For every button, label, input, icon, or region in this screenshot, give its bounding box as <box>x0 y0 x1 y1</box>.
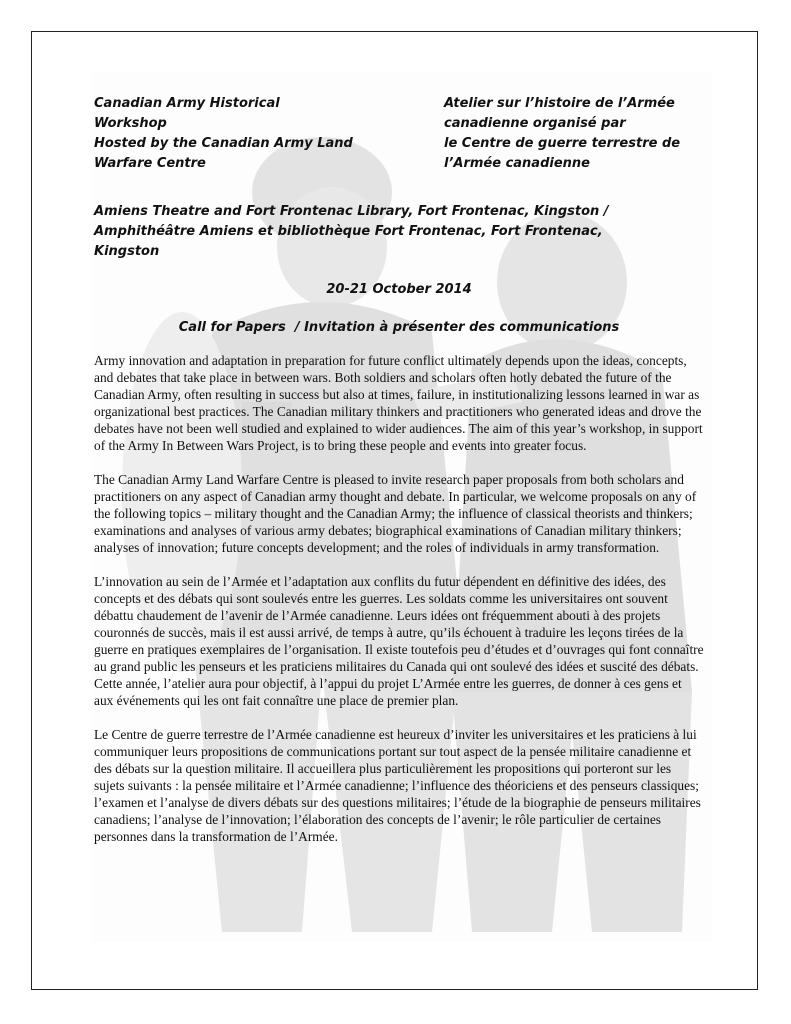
heading-english-line: Hosted by the Canadian Army Land <box>94 136 353 151</box>
venue <box>94 202 704 262</box>
bilingual-heading <box>94 94 704 174</box>
venue-line: Amphithéâtre Amiens et bibliothèque Fort Frontenac, Fort Frontenac, <box>94 224 603 239</box>
heading-english-line: Workshop <box>94 116 167 131</box>
heading-french <box>444 94 704 174</box>
paragraph-english-intro: Army innovation and adaptation in preparation for future conflict ultimately depends upon the ideas, concepts, and debates that take place in between wars. Both soldiers and scholars often hotly debated the future of the Canadian Army, often resulting in success but also at times, failure, in institutionalizing lessons learned in war as organizational best practices. The Canadian military thinkers and practitioners who generated ideas and drove the debates have not been well studied and explained to wider audiences. The aim of this year’s workshop, in support of the Army In Between Wars Project, is to bring these people and events into greater focus. <box>94 353 703 453</box>
document-content <box>94 94 704 858</box>
paragraph-french-invitation: Le Centre de guerre terrestre de l’Armée canadienne est heureux d’inviter les universitaires et les praticiens à lui communiquer leurs propositions de communications portant sur tout aspect de la pensée militaire canadienne et des débats sur la question militaire. Il accueillera plus particulièrement les propositions qui porteront sur les sujets suivants : la pensée militaire et l’Armée canadienne; l’influence des théoriciens et des penseurs classiques; l’examen et l’analyse de divers débats sur des questions militaires; l’étude de la biographie de penseurs militaires canadiens; l’analyse de l’innovation; l’élaboration des concepts de l’avenir; le rôle particulier de certaines personnes dans la transformation de l’Armée. <box>94 727 701 844</box>
heading-english <box>94 94 394 174</box>
heading-french-line: Atelier sur l’histoire de l’Armée <box>444 96 675 111</box>
page-frame <box>31 31 758 990</box>
heading-english-line: Warfare Centre <box>94 156 206 171</box>
heading-french-line: l’Armée canadienne <box>444 156 590 171</box>
paragraph-french-intro: L’innovation au sein de l’Armée et l’adaptation aux conflits du futur dépendent en définitive des idées, des concepts et des débats qui sont soulevés entre les guerres. Les soldats comme les universitaires ont souvent débattu chaudement de l’avenir de l’Armée canadienne. Leurs idées ont fréquemment abouti à des projets couronnés de succès, mais il est aussi arrivé, de temps à autre, qu’ils échouent à traduire les leçons tirées de la guerre en pratiques exemplaires de l’organisation. Il existe toutefois peu d’études et d’ouvrages qui font connaître au grand public les penseurs et les praticiens militaires du Canada qui ont soulevé des idées et suscité des débats. Cette année, l’atelier aura pour objectif, à l’appui du projet L’Armée entre les guerres, de donner à ces gens et aux événements qui les ont fait connaître une place de premier plan. <box>94 574 704 708</box>
call-for-papers-title: Call for Papers / Invitation à présenter des communications <box>178 320 620 335</box>
event-date: 20-21 October 2014 <box>326 282 472 297</box>
heading-english-line: Canadian Army Historical <box>94 96 280 111</box>
venue-line: Amiens Theatre and Fort Frontenac Library, Fort Frontenac, Kingston / <box>94 204 609 219</box>
heading-french-line: canadienne organisé par <box>444 116 626 131</box>
paragraph-english-invitation: The Canadian Army Land Warfare Centre is pleased to invite research paper proposals from both scholars and practitioners on any aspect of Canadian army thought and debate. In particular, we welcome proposals on any of the following topics – military thought and the Canadian Army; the influence of classical theorists and thinkers; examinations and analyses of various army debates; biographical examinations of Canadian military thinkers; analyses of innovation; future concepts development; and the roles of individuals in army transformation. <box>94 472 697 555</box>
venue-line: Kingston <box>94 244 160 259</box>
heading-french-line: le Centre de guerre terrestre de <box>444 136 681 151</box>
